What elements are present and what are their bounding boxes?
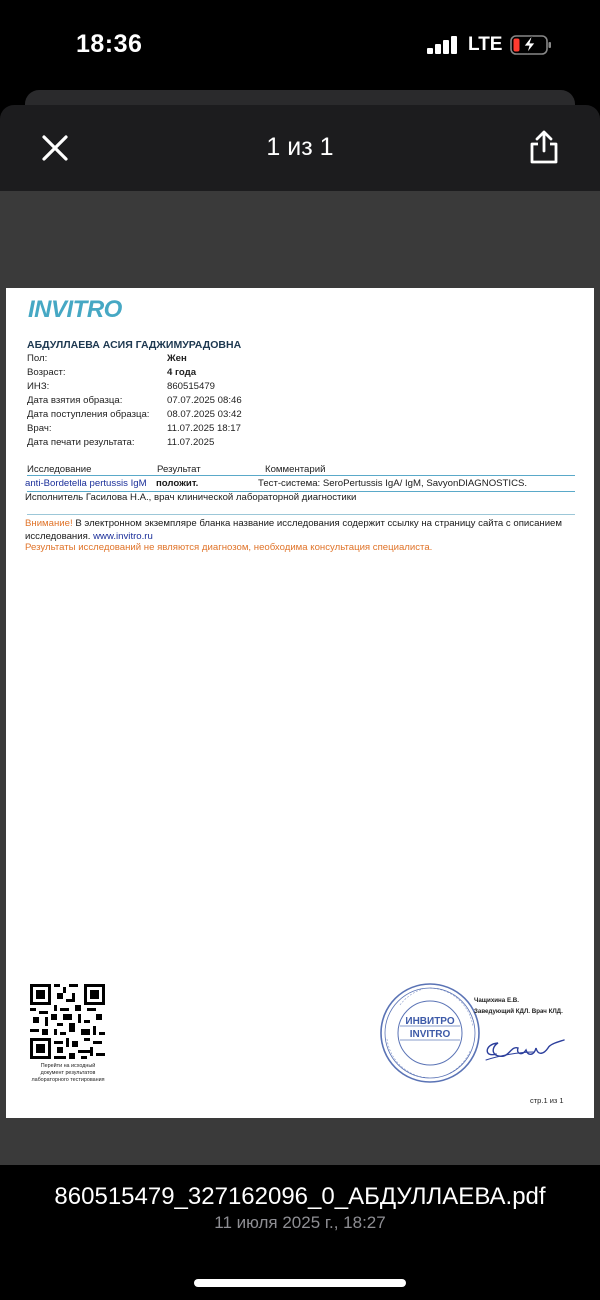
invitro-website-link[interactable]: www.invitro.ru [93, 531, 153, 542]
info-value: 07.07.2025 08:46 [167, 395, 242, 406]
info-row-inz [27, 381, 427, 393]
info-label: ИНЗ: [27, 381, 50, 392]
file-name: 860515479_327162096_0_АБДУЛЛАЕВА.pdf [54, 1183, 546, 1210]
file-date: 11 июля 2025 г., 18:27 [214, 1213, 386, 1232]
cellular-signal-icon [427, 36, 459, 54]
patient-name: АБДУЛЛАЕВА АСИЯ ГАДЖИМУРАДОВНА [27, 339, 242, 351]
info-value: Жен [167, 353, 187, 364]
table-row [25, 478, 575, 491]
qr-caption-line: документ результатов [40, 1070, 96, 1076]
info-label: Дата печати результата: [27, 437, 135, 448]
table-divider [27, 514, 575, 515]
document-page[interactable] [6, 288, 594, 1118]
info-row-sample-received [27, 409, 427, 421]
info-value: 4 года [167, 367, 197, 378]
file-info-bar [0, 1165, 600, 1300]
info-value: 11.07.2025 [167, 437, 215, 448]
info-row-print-date [27, 437, 427, 449]
info-label: Врач: [27, 423, 52, 434]
page-number: стр.1 из 1 [530, 1096, 564, 1105]
doctor-title: Заведующий КДЛ. Врач КЛД. [474, 1008, 563, 1015]
info-value: 08.07.2025 03:42 [167, 409, 242, 420]
test-result: положит. [156, 478, 199, 489]
status-bar [0, 0, 600, 90]
info-label: Возраст: [27, 367, 66, 378]
battery-charging-icon [510, 35, 552, 55]
info-row-age [27, 367, 427, 379]
qr-code[interactable] [30, 984, 105, 1059]
table-divider [27, 475, 575, 476]
header-result: Результат [157, 464, 201, 475]
home-indicator[interactable] [194, 1279, 406, 1287]
doctor-block [474, 995, 563, 1017]
network-type: LTE [468, 34, 503, 55]
doctor-name: Чащихина Е.В. [474, 997, 519, 1004]
header-test: Исследование [27, 464, 92, 475]
qr-caption-line: Перейти на исходный [40, 1063, 96, 1069]
test-comment: Тест-система: SeroPertussis IgA/ IgM, SavyonDIAGNOSTICS. [258, 478, 528, 489]
notice [25, 517, 585, 543]
invitro-stamp [378, 981, 482, 1085]
notice-text: В электронном экземпляре бланка название исследования содержит ссылку на страницу сайта с описанием исследования. [25, 518, 562, 542]
disclaimer: Результаты исследований не являются диагнозом, необходима консультация специалиста. [25, 542, 433, 553]
share-icon[interactable] [528, 129, 560, 165]
performer: Исполнитель Гасилова Н.А., врач клинической лабораторной диагностики [25, 492, 357, 503]
qr-caption-line: лабораторного тестирования [31, 1077, 105, 1083]
info-label: Пол: [27, 353, 48, 364]
stamp-line-ru: ИНВИТРО [405, 1016, 455, 1027]
page-counter: 1 из 1 [266, 133, 334, 161]
info-row-sample-taken [27, 395, 427, 407]
signature [478, 1026, 568, 1068]
test-name-link[interactable]: anti-Bordetella pertussis IgM [25, 478, 147, 489]
stamp-line-en: INVITRO [409, 1029, 451, 1040]
info-row-doctor [27, 423, 427, 435]
qr-caption [20, 1063, 116, 1084]
info-label: Дата поступления образца: [27, 409, 150, 420]
notice-warning-label: Внимание! [25, 518, 73, 529]
header-comment: Комментарий [265, 464, 326, 475]
invitro-logo: INVITRO [28, 296, 122, 323]
info-value: 11.07.2025 18:17 [167, 423, 241, 434]
info-value: 860515479 [167, 381, 216, 392]
info-label: Дата взятия образца: [27, 395, 123, 406]
status-time: 18:36 [76, 30, 143, 58]
viewer-header [0, 105, 600, 191]
info-row-sex [27, 353, 427, 365]
